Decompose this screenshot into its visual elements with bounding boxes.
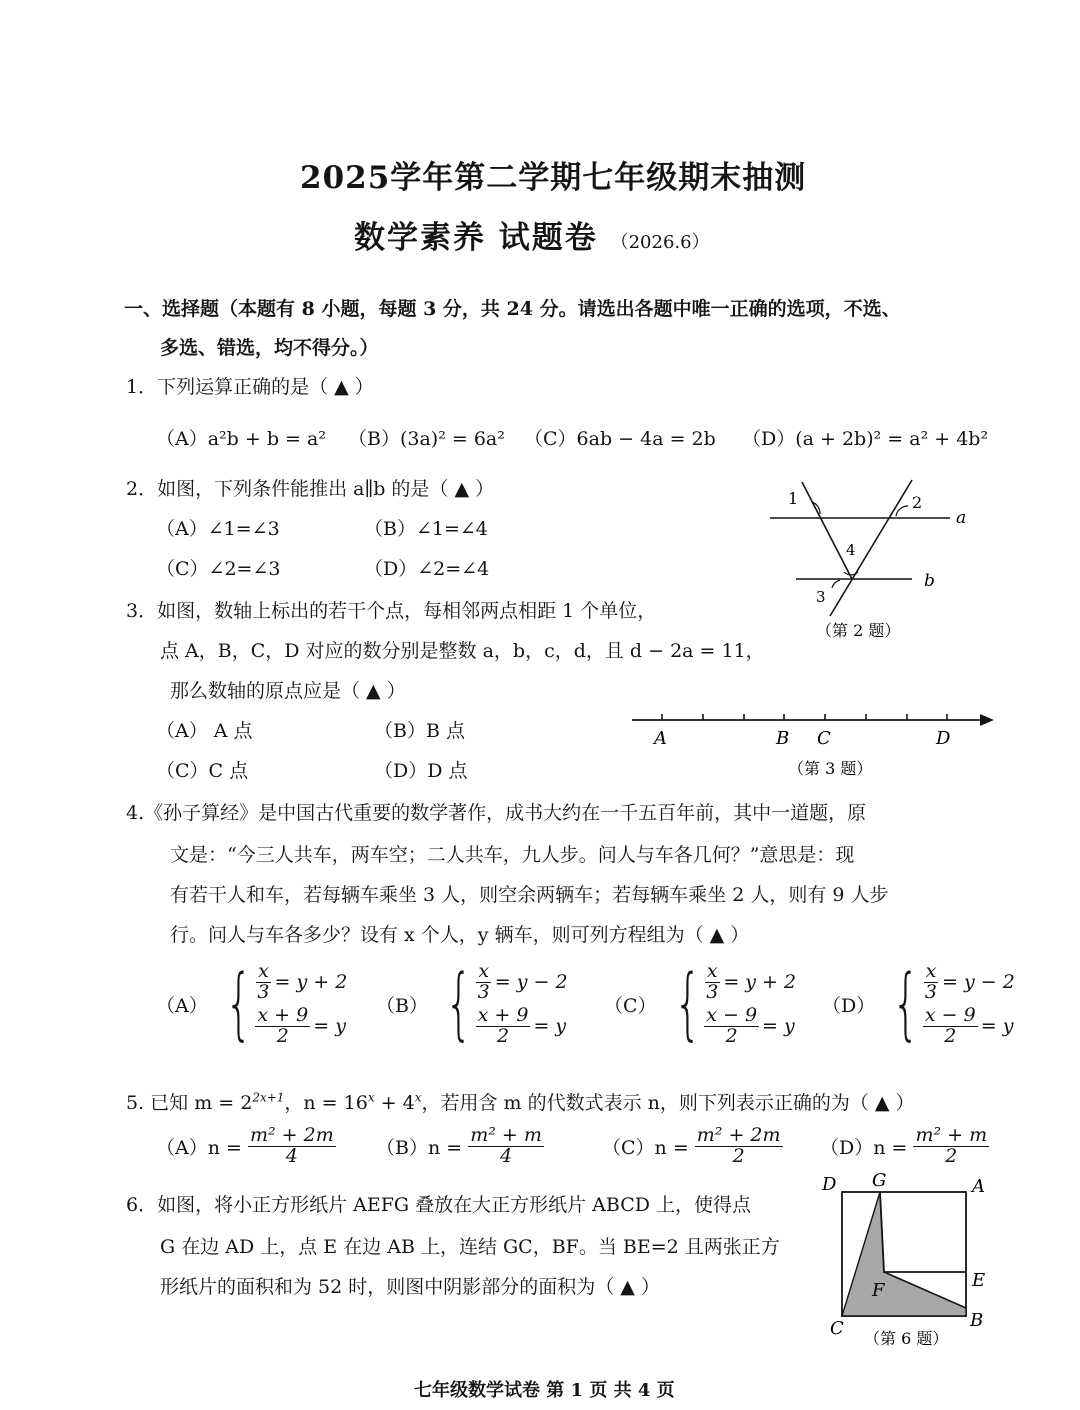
- q4c-eq2-den: 2: [725, 1024, 738, 1047]
- q4a-eq2-den: 2: [276, 1024, 289, 1047]
- q4a-eq1-den: 3: [257, 980, 270, 1003]
- q4-option-a-label: （A）: [156, 994, 208, 1017]
- q5d-den: 2: [945, 1144, 958, 1167]
- vertex-label-b: B: [970, 1310, 984, 1331]
- q4b-eq2-den: 2: [497, 1024, 510, 1047]
- q3-line-3: 那么数轴的原点应是（ ▲ ）: [170, 680, 406, 702]
- q4-line-4: 行。问人与车各多少？设有 x 个人，y 辆车，则可列方程组为（ ▲ ）: [170, 924, 750, 946]
- q3-line-1: 3．如图，数轴上标出的若干个点，每相邻两点相距 1 个单位，: [126, 600, 657, 622]
- q5c-num: m² + 2m: [696, 1124, 781, 1146]
- vertex-label-d: D: [822, 1174, 837, 1195]
- q3-option-a: （A） A 点: [156, 720, 253, 742]
- q5-stem-part-d: ，若用含 m 的代数式表示 n，则下列表示正确的为（ ▲ ）: [421, 1092, 915, 1114]
- q2-caption: （第 2 题）: [816, 621, 901, 640]
- q5-option-d: [820, 1126, 989, 1167]
- q2-option-c: （C）∠2=∠3: [156, 558, 281, 580]
- q4d-eq1-rhs: = y − 2: [942, 971, 1015, 994]
- q4-line-1: 4.《孙子算经》是中国古代重要的数学著作，成书大约在一千五百年前，其中一道题，原: [126, 802, 867, 824]
- q1-option-b: （B）(3a)² = 6a²: [348, 428, 505, 450]
- q4c-eq1-num: x: [706, 960, 718, 982]
- q5-stem: [126, 1088, 915, 1115]
- q3-option-c: （C）C 点: [156, 760, 249, 782]
- point-label-d: D: [936, 728, 951, 749]
- square-aefg-sides: [880, 1192, 966, 1272]
- q5c-den: 2: [732, 1144, 745, 1167]
- vertex-label-a: A: [972, 1176, 985, 1197]
- q3-option-d: （D）D 点: [374, 760, 468, 782]
- vertex-label-c: C: [830, 1318, 844, 1339]
- q4b-eq2-num: x + 9: [477, 1003, 529, 1026]
- angle-label-2: 2: [912, 493, 923, 512]
- q4a-eq2-rhs: = y: [313, 1015, 346, 1038]
- q4-line-2: 文是：“今三人共车，两车空；二人共车，九人步。问人与车各几何？”意思是：现: [170, 844, 855, 866]
- q2-figure: [760, 476, 980, 646]
- q4-option-b-label: （B）: [376, 994, 428, 1017]
- q4a-eq2-num: x + 9: [257, 1003, 309, 1026]
- q5-option-a: [156, 1126, 336, 1167]
- q3-number-line: [628, 706, 1000, 782]
- q5-option-c-label: （C）n =: [602, 1136, 689, 1159]
- q4d-eq2-num: x − 9: [924, 1003, 976, 1026]
- q5-option-c: [602, 1126, 783, 1167]
- q5-exponent-3: x: [414, 1090, 422, 1105]
- subtitle-text: 数学素养 试题卷: [354, 220, 598, 256]
- q4c-eq1-den: 3: [706, 980, 719, 1003]
- q4d-eq2-rhs: = y: [980, 1015, 1014, 1038]
- q4-option-b: （B） { $\frac{x}{3}$ = y − 2 $\frac{x + 9}{2}$ = y: [376, 959, 568, 1050]
- q4d-eq1-den: 3: [924, 980, 938, 1003]
- exam-subtitle: [354, 212, 710, 257]
- q4a-eq1-rhs: = y + 2: [274, 971, 348, 994]
- angle-label-4: 4: [846, 541, 856, 559]
- q6-figure: [820, 1168, 1000, 1354]
- line-label-a: a: [956, 508, 967, 528]
- q3-option-b: （B）B 点: [374, 720, 465, 742]
- q5d-num: m² + m: [915, 1124, 988, 1146]
- vertex-label-g: G: [872, 1170, 887, 1191]
- q5a-num: m² + 2m: [249, 1124, 334, 1146]
- q4-line-3: 有若干人和车，若每辆车乘坐 3 人，则空余两辆车；若每辆车乘坐 2 人，则有 9 人步: [170, 884, 889, 906]
- line-label-b: b: [924, 571, 935, 591]
- q3-line-2: 点 A，B，C，D 对应的数分别是整数 a，b，c，d，且 d − 2a = 11，: [160, 640, 765, 662]
- q4b-eq1-den: 3: [477, 980, 490, 1003]
- point-label-b: B: [776, 728, 790, 749]
- transversal-2: [830, 480, 912, 616]
- q4b-eq1-rhs: = y − 2: [494, 971, 568, 994]
- point-label-c: C: [817, 728, 831, 749]
- q5b-num: m² + m: [470, 1124, 542, 1146]
- q5a-den: 4: [285, 1144, 298, 1167]
- q5-stem-part-c: + 4: [374, 1092, 415, 1114]
- q1-option-a: （A）a²b + b = a²: [156, 428, 326, 450]
- q5-option-d-label: （D）n =: [820, 1136, 908, 1159]
- exam-title: 2025学年第二学期七年级期末抽测: [300, 160, 807, 196]
- point-label-a: A: [654, 728, 667, 749]
- q4c-eq2-num: x − 9: [706, 1003, 758, 1026]
- q1-option-d: （D）(a + 2b)² = a² + 4b²: [742, 428, 989, 450]
- q4d-eq2-den: 2: [944, 1024, 957, 1047]
- q2-option-a: （A）∠1=∠3: [156, 518, 280, 540]
- q6-line-2: G 在边 AD 上，点 E 在边 AB 上，连结 GC，BF。当 BE=2 且两张正方: [160, 1236, 780, 1258]
- q4d-eq1-num: x: [925, 960, 937, 982]
- q2-stem: 2．如图，下列条件能推出 a∥b 的是（ ▲ ）: [126, 478, 495, 500]
- q3-caption: （第 3 题）: [788, 759, 873, 778]
- section-heading-cont: 多选、错选，均不得分。）: [160, 337, 379, 359]
- q5-stem-part-b: ，n = 16: [284, 1092, 368, 1114]
- q4-option-d: （D） { $\frac{x}{3}$ = y − 2 $\frac{x - 9}{2}$ = y: [822, 959, 1015, 1050]
- q5-exponent-1: 2x+1: [252, 1090, 285, 1105]
- q6-line-3: 形纸片的面积和为 52 时，则图中阴影部分的面积为（ ▲ ）: [160, 1276, 660, 1298]
- q4b-eq2-rhs: = y: [533, 1015, 567, 1038]
- section-heading: 一、选择题（本题有 8 小题，每题 3 分，共 24 分。请选出各题中唯一正确的选项，不选、: [124, 298, 901, 320]
- shaded-region: [842, 1192, 966, 1316]
- q4-option-a: （A） { $\frac{x}{3}$ = y + 2 $\frac{x + 9}{2}$ = y: [156, 959, 348, 1050]
- q6-line-1: 6．如图，将小正方形纸片 AEFG 叠放在大正方形纸片 ABCD 上，使得点: [126, 1194, 752, 1216]
- q1-option-c: （C）6ab − 4a = 2b: [524, 428, 716, 450]
- q4a-eq1-num: x: [258, 960, 269, 982]
- q6-caption: （第 6 题）: [864, 1329, 949, 1348]
- q5-exponent-2: x: [367, 1090, 375, 1105]
- q4-option-d-label: （D）: [822, 994, 876, 1017]
- exam-date: （2026.6）: [610, 232, 710, 253]
- q5-option-b-label: （B）n =: [376, 1136, 463, 1159]
- q5-option-b: [376, 1126, 544, 1167]
- angle-label-3: 3: [816, 588, 826, 606]
- page-footer: 七年级数学试卷 第 1 页 共 4 页: [414, 1380, 675, 1401]
- axis-ticks: [662, 714, 947, 720]
- axis-arrow-icon: [980, 714, 994, 726]
- q4c-eq2-rhs: = y: [762, 1015, 795, 1038]
- q4-option-c: （C） { $\frac{x}{3}$ = y + 2 $\frac{x - 9}{2}$ = y: [604, 959, 797, 1050]
- q4c-eq1-rhs: = y + 2: [723, 971, 797, 994]
- q2-option-b: （B）∠1=∠4: [364, 518, 488, 540]
- q1-stem: 1．下列运算正确的是（ ▲ ）: [126, 376, 374, 398]
- q5-option-a-label: （A）n =: [156, 1136, 242, 1159]
- vertex-label-f: F: [872, 1280, 885, 1301]
- vertex-label-e: E: [972, 1270, 986, 1291]
- angle-label-1: 1: [788, 489, 799, 508]
- q5b-den: 4: [500, 1144, 513, 1167]
- q4b-eq1-num: x: [478, 960, 490, 982]
- transversal-1: [802, 482, 852, 579]
- q4-option-c-label: （C）: [604, 994, 657, 1017]
- q2-option-d: （D）∠2=∠4: [364, 558, 490, 580]
- q5-stem-part-a: 5. 已知 m = 2: [126, 1092, 253, 1114]
